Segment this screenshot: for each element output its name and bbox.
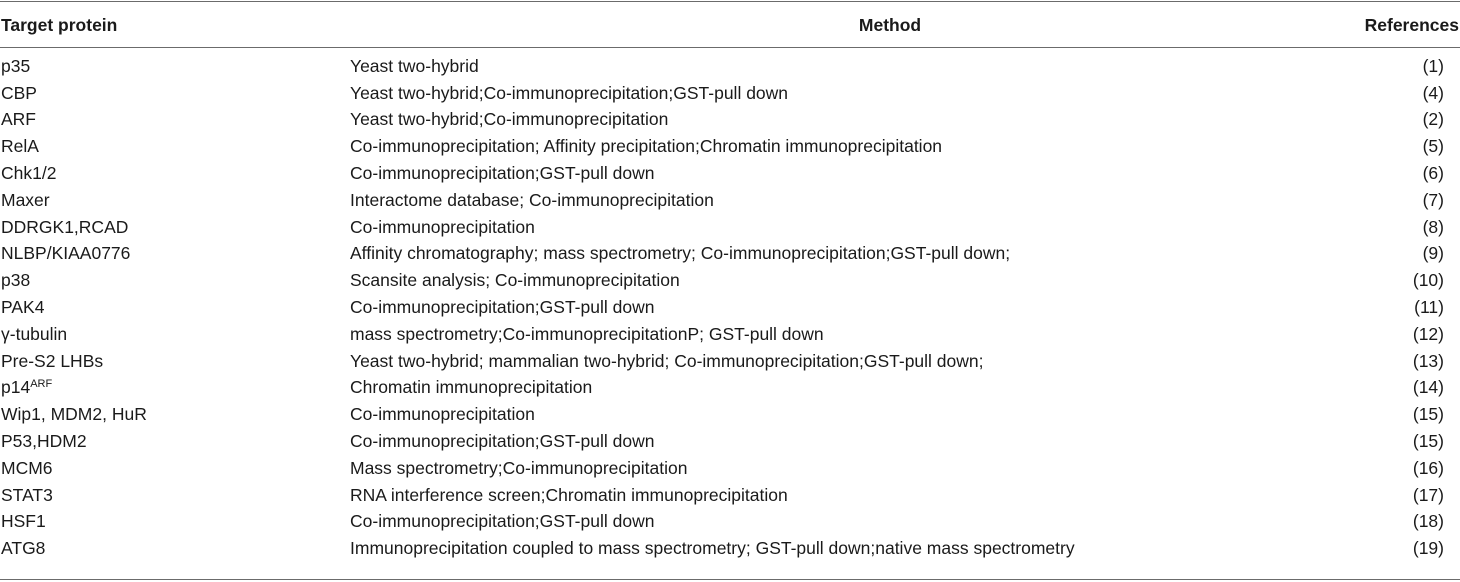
method-cell: Affinity chromatography; mass spectrometry; Co-immunoprecipitation;GST-pull down;: [350, 243, 1011, 264]
target-protein-name: ATG8: [1, 538, 46, 559]
reference-cell: (9): [1422, 243, 1444, 264]
header-row: [0, 4, 1460, 47]
target-protein-cell: [0, 80, 350, 107]
reference-cell: (14): [1412, 377, 1444, 398]
method-cell: Yeast two-hybrid;Co-immunoprecipitation: [350, 109, 669, 130]
table-row: [0, 160, 1460, 187]
method-cell: Co-immunoprecipitation;GST-pull down: [350, 163, 655, 184]
target-protein-name: Chk1/2: [1, 163, 57, 184]
method-cell: Scansite analysis; Co-immunoprecipitation: [350, 270, 680, 291]
method-cell: Co-immunoprecipitation;GST-pull down: [350, 431, 655, 452]
table-row: [0, 321, 1460, 348]
table-top-rule: [0, 1, 1460, 2]
table-row: [0, 535, 1460, 562]
method-cell: Co-immunoprecipitation;GST-pull down: [350, 511, 655, 532]
target-protein-name: P53,HDM2: [1, 431, 87, 452]
reference-cell: (6): [1422, 163, 1444, 184]
reference-cell: (4): [1422, 82, 1444, 103]
method-cell: Co-immunoprecipitation; Affinity precipitation;Chromatin immunoprecipitation: [350, 136, 943, 157]
target-protein-cell: [0, 267, 350, 294]
reference-cell: (12): [1412, 323, 1444, 344]
target-protein-name: Wip1, MDM2, HuR: [1, 404, 147, 425]
table-row: [0, 47, 1460, 80]
target-protein-cell: [0, 241, 350, 268]
table-row: [0, 509, 1460, 536]
target-protein-name: RelA: [1, 136, 39, 157]
target-protein-name: NLBP/KIAA0776: [1, 243, 131, 264]
table-row: [0, 107, 1460, 134]
method-cell: RNA interference screen;Chromatin immunoprecipitation: [350, 484, 788, 505]
target-protein-name: Pre-S2 LHBs: [1, 350, 104, 371]
table-row: [0, 482, 1460, 509]
reference-cell: (13): [1412, 350, 1444, 371]
reference-cell: (17): [1412, 484, 1444, 505]
method-cell: Yeast two-hybrid: [350, 55, 479, 76]
method-cell: Co-immunoprecipitation: [350, 404, 535, 425]
reference-cell: (8): [1422, 216, 1444, 237]
table-row: [0, 455, 1460, 482]
table-row: [0, 241, 1460, 268]
reference-cell: (11): [1414, 297, 1444, 318]
target-protein-name: MCM6: [1, 457, 53, 478]
header-references: References: [1364, 15, 1459, 35]
target-protein-name: DDRGK1,RCAD: [1, 216, 129, 237]
table-row: [0, 187, 1460, 214]
table-row: [0, 294, 1460, 321]
table-row: [0, 348, 1460, 375]
target-protein-cell: [0, 348, 350, 375]
reference-cell: (5): [1422, 136, 1444, 157]
target-protein-cell: [0, 375, 350, 402]
target-protein-cell: [0, 455, 350, 482]
target-protein-name: ARF: [1, 109, 36, 130]
method-cell: Yeast two-hybrid; mammalian two-hybrid; Co-immunoprecipitation;GST-pull down;: [350, 350, 984, 371]
reference-cell: (15): [1412, 404, 1444, 425]
target-protein-name: γ-tubulin: [1, 323, 68, 344]
target-protein-name: PAK4: [1, 297, 45, 318]
table-body: [0, 47, 1460, 562]
method-cell: Immunoprecipitation coupled to mass spectrometry; GST-pull down;native mass spectrometry: [350, 538, 1075, 559]
target-protein-name: Maxer: [1, 189, 50, 210]
reference-cell: (1): [1422, 55, 1444, 76]
method-cell: Interactome database; Co-immunoprecipitation: [350, 189, 714, 210]
table-bottom-rule: [0, 579, 1460, 580]
target-protein-cell: [0, 133, 350, 160]
target-protein-cell: [0, 535, 350, 562]
target-protein-superscript: ARF: [30, 378, 53, 391]
method-cell: Co-immunoprecipitation;GST-pull down: [350, 297, 655, 318]
table-row: [0, 267, 1460, 294]
table-header: [0, 4, 1460, 47]
target-protein-cell: [0, 214, 350, 241]
table-row: [0, 375, 1460, 402]
reference-cell: (18): [1412, 511, 1444, 532]
target-protein-cell: [0, 187, 350, 214]
method-cell: mass spectrometry;Co-immunoprecipitationP; GST-pull down: [350, 323, 824, 344]
reference-cell: (10): [1412, 270, 1444, 291]
table-row: [0, 133, 1460, 160]
target-protein-name: p38: [1, 270, 31, 291]
target-protein-cell: [0, 482, 350, 509]
target-protein-name: HSF1: [1, 511, 46, 532]
reference-cell: (19): [1412, 538, 1444, 559]
table-row: [0, 80, 1460, 107]
method-cell: Mass spectrometry;Co-immunoprecipitation: [350, 457, 688, 478]
table-row: [0, 428, 1460, 455]
target-protein-name: p14: [1, 377, 31, 398]
target-protein-cell: [0, 321, 350, 348]
table-row: [0, 401, 1460, 428]
data-table: [0, 4, 1460, 562]
reference-cell: (15): [1412, 431, 1444, 452]
reference-cell: (2): [1422, 109, 1444, 130]
target-protein-cell: [0, 294, 350, 321]
target-protein-cell: [0, 107, 350, 134]
target-protein-cell: [0, 160, 350, 187]
reference-cell: (16): [1412, 457, 1444, 478]
target-protein-cell: [0, 401, 350, 428]
target-protein-name: CBP: [1, 82, 37, 103]
header-method: Method: [858, 15, 922, 35]
target-protein-name: p35: [1, 55, 31, 76]
method-cell: Co-immunoprecipitation: [350, 216, 535, 237]
target-protein-cell: [0, 47, 350, 80]
target-protein-cell: [0, 509, 350, 536]
table-row: [0, 214, 1460, 241]
target-protein-cell: [0, 428, 350, 455]
method-cell: Yeast two-hybrid;Co-immunoprecipitation;GST-pull down: [350, 82, 789, 103]
reference-cell: (7): [1422, 189, 1444, 210]
header-target-protein: Target protein: [1, 15, 118, 35]
target-protein-name: STAT3: [1, 484, 53, 505]
method-cell: Chromatin immunoprecipitation: [350, 377, 593, 398]
